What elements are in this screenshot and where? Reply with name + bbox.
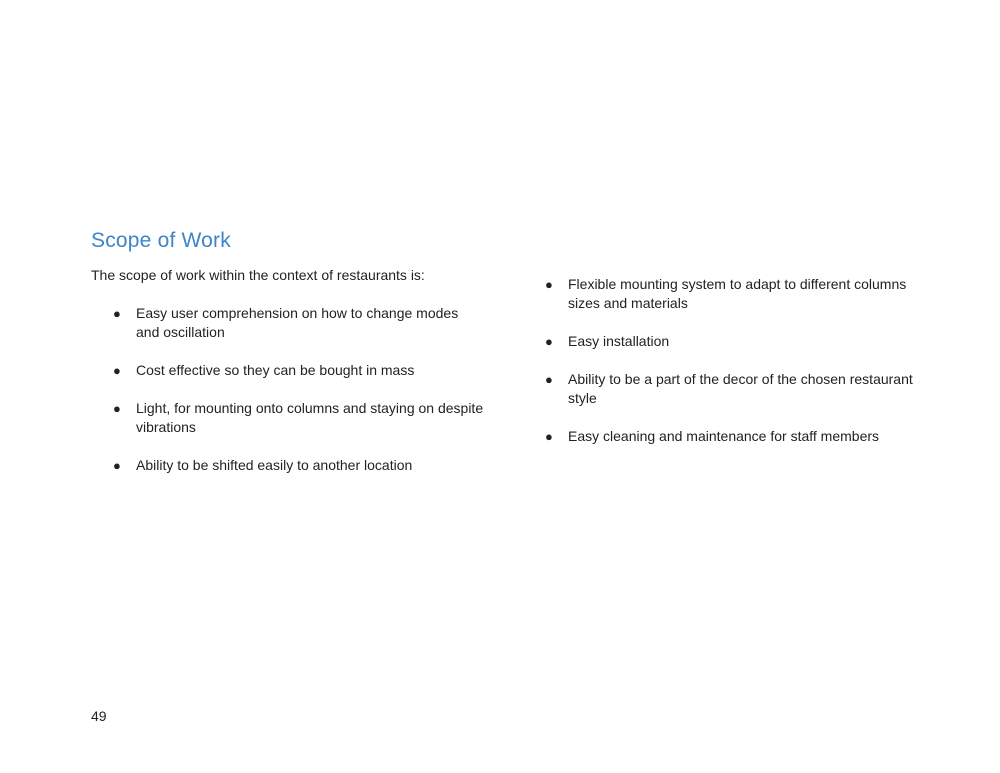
list-item bbox=[114, 399, 484, 437]
list-item bbox=[114, 304, 484, 342]
list-item bbox=[546, 370, 916, 408]
list-item-text: Easy user comprehension on how to change modes and oscillation bbox=[136, 305, 459, 340]
bullet-icon: ● bbox=[545, 372, 553, 387]
section-heading: Scope of Work bbox=[91, 229, 231, 252]
bullet-icon: ● bbox=[113, 458, 121, 473]
list-item-text: Ability to be a part of the decor of the chosen restaurant style bbox=[568, 371, 913, 406]
list-item bbox=[546, 275, 916, 313]
bullet-icon: ● bbox=[113, 401, 121, 416]
intro-paragraph: The scope of work within the context of restaurants is: bbox=[91, 267, 425, 283]
left-bullet-list bbox=[114, 304, 484, 475]
list-item-text: Easy cleaning and maintenance for staff members bbox=[568, 428, 880, 444]
right-bullet-list bbox=[546, 275, 916, 446]
list-item bbox=[114, 456, 484, 475]
bullet-icon: ● bbox=[545, 277, 553, 292]
list-item bbox=[546, 332, 916, 351]
list-item bbox=[546, 427, 916, 446]
list-item-text: Ability to be shifted easily to another location bbox=[136, 457, 413, 473]
bullet-icon: ● bbox=[545, 334, 553, 349]
bullet-icon: ● bbox=[545, 429, 553, 444]
list-item-text: Flexible mounting system to adapt to different columns sizes and materials bbox=[568, 276, 907, 311]
bullet-icon: ● bbox=[113, 306, 121, 321]
list-item-text: Light, for mounting onto columns and staying on despite vibrations bbox=[136, 400, 484, 435]
page-number: 49 bbox=[91, 708, 107, 724]
list-item-text: Cost effective so they can be bought in mass bbox=[136, 362, 415, 378]
list-item bbox=[114, 361, 484, 380]
bullet-icon: ● bbox=[113, 363, 121, 378]
list-item-text: Easy installation bbox=[568, 333, 670, 349]
